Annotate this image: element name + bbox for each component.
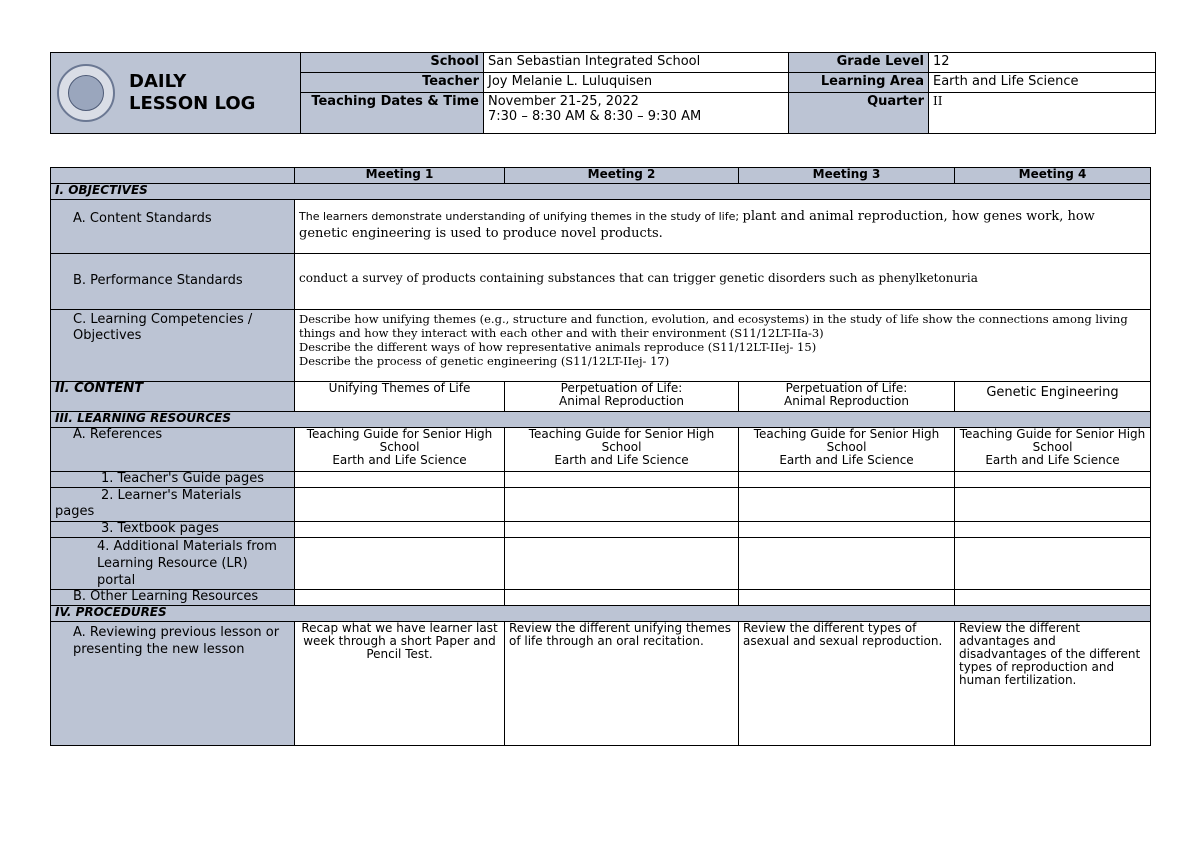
dates-label: Teaching Dates & Time	[301, 93, 484, 134]
learners-materials-label: 2. Learner's Materials pages	[51, 488, 295, 522]
area-label: Learning Area	[789, 73, 929, 93]
lesson-table	[50, 167, 1151, 746]
performance-standards-label: B. Performance Standards	[51, 254, 295, 310]
competency-3: Describe the process of genetic engineering (S11/12LT-IIej- 17)	[299, 354, 670, 368]
teachers-guide-label: 1. Teacher's Guide pages	[51, 472, 295, 488]
procedure-m4: Review the different advantages and disadvantages of the different types of reproduction and human fertilization.	[955, 622, 1151, 746]
competencies-value	[295, 310, 1151, 382]
grade-label: Grade Level	[789, 53, 929, 73]
references-label: A. References	[51, 428, 295, 472]
logo-cell	[51, 53, 301, 134]
textbook-label: 3. Textbook pages	[51, 522, 295, 538]
col-meeting-4: Meeting 4	[955, 168, 1151, 184]
content-standards-label: A. Content Standards	[51, 200, 295, 254]
teacher-value: Joy Melanie L. Luluquisen	[484, 73, 789, 93]
other-resources-label: B. Other Learning Resources	[51, 590, 295, 606]
area-value: Earth and Life Science	[929, 73, 1156, 93]
col-meeting-3: Meeting 3	[739, 168, 955, 184]
procedure-m2: Review the different unifying themes of life through an oral recitation.	[505, 622, 739, 746]
competency-2: Describe the different ways of how representative animals reproduce (S11/12LT-IIej- 15)	[299, 340, 817, 354]
procedure-m3: Review the different types of asexual and sexual reproduction.	[739, 622, 955, 746]
blank-header	[51, 168, 295, 184]
content-m1: Unifying Themes of Life	[295, 382, 505, 412]
content-m4: Genetic Engineering	[955, 382, 1151, 412]
teacher-label: Teacher	[301, 73, 484, 93]
reference-m3: Teaching Guide for Senior High School Earth and Life Science	[739, 428, 955, 472]
dates-value: November 21-25, 2022 7:30 – 8:30 AM & 8:30 – 9:30 AM	[484, 93, 789, 134]
col-meeting-2: Meeting 2	[505, 168, 739, 184]
reference-m2: Teaching Guide for Senior High School Earth and Life Science	[505, 428, 739, 472]
reference-m1: Teaching Guide for Senior High School Earth and Life Science	[295, 428, 505, 472]
document-title: DAILY LESSON LOG	[129, 71, 256, 114]
header-table	[50, 52, 1156, 134]
column-header-row	[51, 168, 1151, 184]
school-value: San Sebastian Integrated School	[484, 53, 789, 73]
competency-1: Describe how unifying themes (e.g., structure and function, evolution, and ecosystems) in the study of life show the connections among living things and how they interact with each other and with their environment (S11/12LT-IIa-3)	[299, 312, 1128, 340]
procedure-m1: Recap what we have learner last week through a short Paper and Pencil Test.	[295, 622, 505, 746]
content-standards-value: The learners demonstrate understanding of unifying themes in the study of life; plant and animal reproduction, how genes work, how genetic engineering is used to produce novel products.	[295, 200, 1151, 254]
content-m2: Perpetuation of Life: Animal Reproduction	[505, 382, 739, 412]
additional-materials-label: 4. Additional Materials from Learning Resource (LR) portal	[51, 538, 295, 590]
section-content: II. CONTENT	[51, 382, 295, 412]
school-label: School	[301, 53, 484, 73]
col-meeting-1: Meeting 1	[295, 168, 505, 184]
section-procedures: IV. PROCEDURES	[51, 606, 1151, 622]
competencies-label: C. Learning Competencies / Objectives	[51, 310, 295, 382]
reviewing-lesson-label: A. Reviewing previous lesson or presenting the new lesson	[51, 622, 295, 746]
section-objectives: I. OBJECTIVES	[51, 184, 1151, 200]
performance-standards-value: conduct a survey of products containing substances that can trigger genetic disorders such as phenylketonuria	[295, 254, 1151, 310]
quarter-label: Quarter	[789, 93, 929, 134]
quarter-value: II	[929, 93, 1156, 134]
deped-seal-icon	[57, 64, 115, 122]
reference-m4: Teaching Guide for Senior High School Earth and Life Science	[955, 428, 1151, 472]
content-m3: Perpetuation of Life: Animal Reproduction	[739, 382, 955, 412]
section-resources: III. LEARNING RESOURCES	[51, 412, 1151, 428]
grade-value: 12	[929, 53, 1156, 73]
